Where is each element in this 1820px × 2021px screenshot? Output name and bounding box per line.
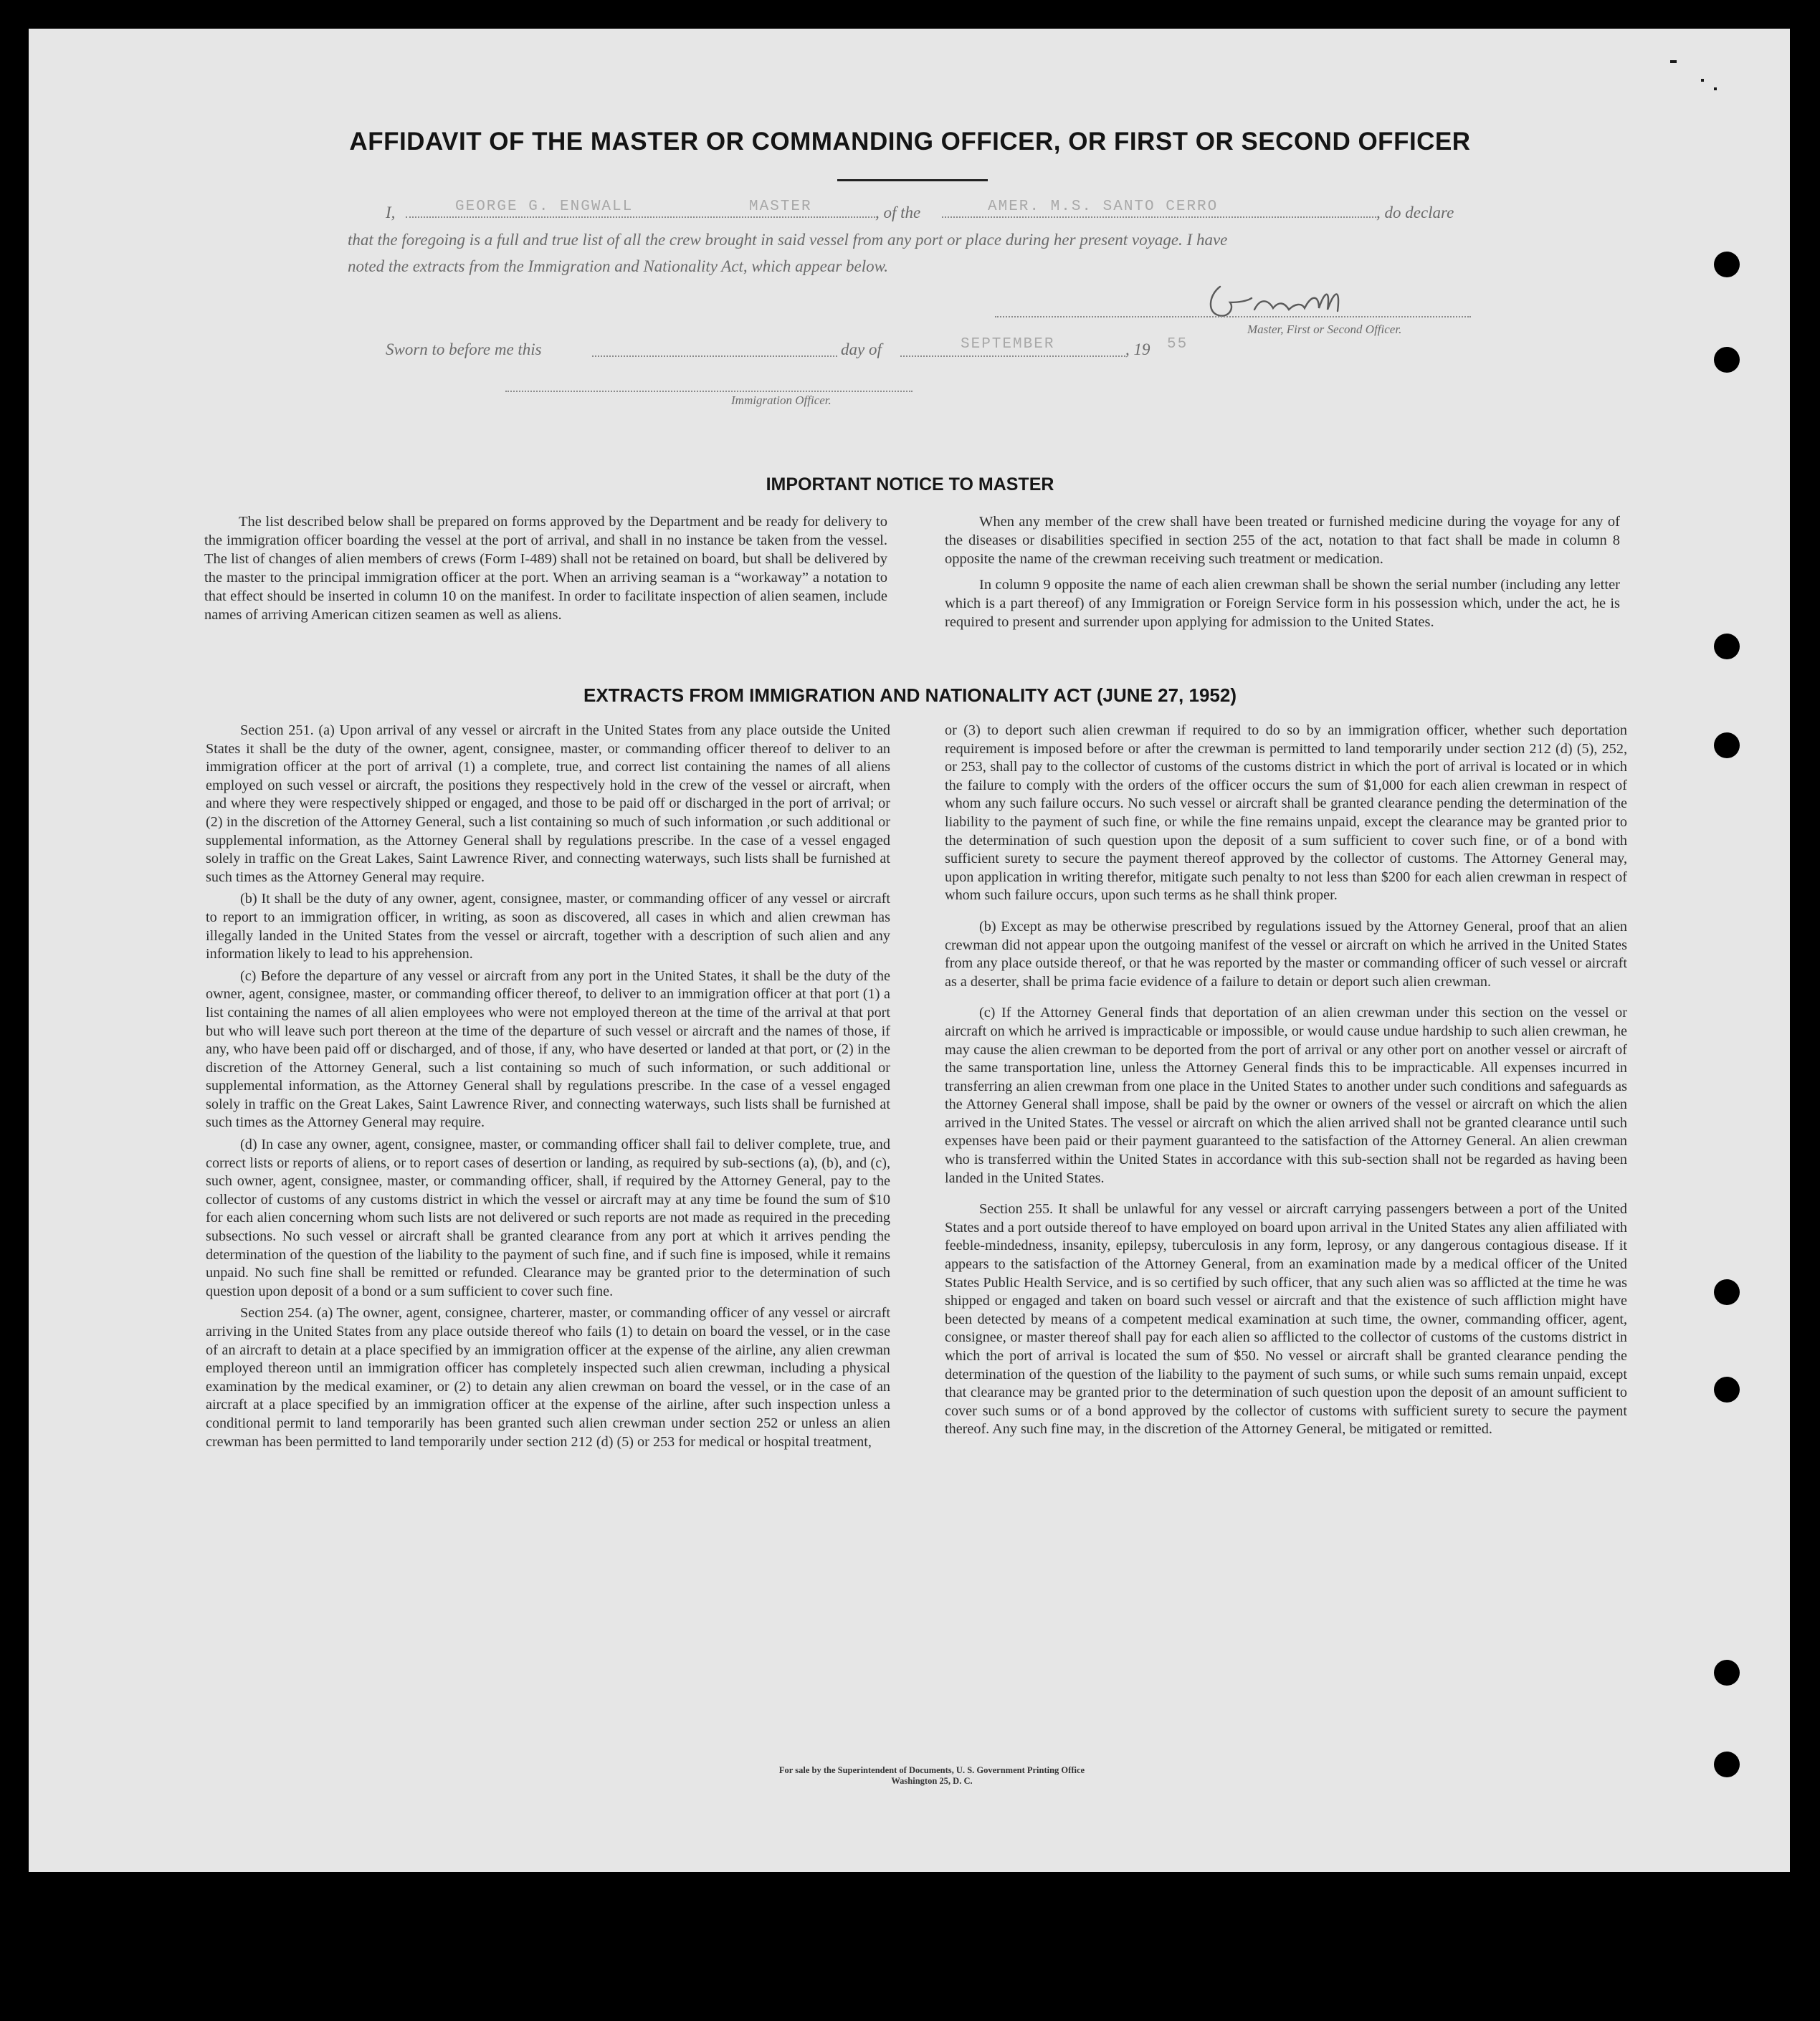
master-signature: [1204, 281, 1376, 324]
footer-line: Washington 25, D. C.: [891, 1776, 973, 1786]
vessel-name-value: AMER. M.S. SANTO CERRO: [988, 199, 1219, 215]
signer-caption: Master, First or Second Officer.: [1247, 322, 1402, 336]
notice-paragraph: In column 9 opposite the name of each alien crewman shall be shown the serial number (including any letter which is a part thereof) of any Immigration or Foreign Service form in his possession which, under the act, he is required to present and surrender upon applying for admission to the United States.: [945, 577, 1620, 630]
sworn-day-line: [592, 355, 837, 357]
title-rule: [837, 179, 988, 181]
declaration-line: that the foregoing is a full and true list of all the crew brought in said vessel from any port or place during her present voyage. I have: [348, 231, 1228, 249]
printing-office-footer: [573, 1765, 1290, 1787]
notice-left-column: [204, 512, 887, 631]
notice-paragraph: When any member of the crew shall have been treated or furnished medicine during the voyage for any of the diseases or disabilities specified in section 255 of the act, notation to that fact shall be made in column 8 opposite the name of the crewman receiving such treatment or medication.: [945, 514, 1620, 567]
extract-paragraph: Section 255. It shall be unlawful for any vessel or aircraft carrying passengers between a port of the United States and a port outside thereof to have employed on board upon arrival in the United States any alien affiliated with feeble-mindedness, insanity, epilepsy, tuberculosis in any form, leprosy, or any dangerous contagious disease. If it appears to the satisfaction of the Attorney General, from an examination made by a medical officer of the United States Public Health Service, and is so certified by such officer, that any such alien was so afflicted at the time he was shipped or engaged and taken on board such vessel or aircraft and that the existence of such affliction might have been detected by means of a competent medical examination at such time, the owner, commanding officer, agent, consignee, or master thereof shall pay for each alien so afflicted to the collector of customs of the customs district in which the port of arrival is located the sum of $50. No vessel or aircraft shall be granted clearance pending the determination of the question of the liability to the payment of such sums, or while such sums remain unpaid, except that clearance may be granted prior to the determination of such question upon the deposit of an amount sufficient to cover such sums or of a bond approved by the collector of customs with sufficient surety to secure the payment thereof. Any such fine may, in the discretion of the Attorney General, be mitigated or remitted.: [945, 1201, 1627, 1438]
punch-hole: [1714, 1279, 1740, 1305]
do-declare-label: , do declare: [1376, 204, 1454, 221]
punch-hole: [1714, 732, 1740, 758]
footer-line: For sale by the Superintendent of Documents, U. S. Government Printing Office: [778, 1765, 1085, 1775]
punch-hole: [1714, 1660, 1740, 1686]
punch-hole: [1714, 1377, 1740, 1403]
extract-paragraph: (c) Before the departure of any vessel or aircraft from any port in the United States, it shall be the duty of the owner, agent, consignee, master, or commanding officer thereof, to deliver to an immigration officer at that port (1) a list containing the names of all alien employees who were not employed thereon at the time of the arrival at that port but who will leave such port thereon at the time of the departure of such vessel or aircraft and the names of those, if any, who have been paid off or discharged, and of those, if any, who have deserted or landed at that port, or (2) in the discretion of the Attorney General, such a list containing so much of such information, or such additional or supplemental information, as the Attorney General shall by regulations prescribe. In the case of a vessel engaged solely in traffic on the Great Lakes, Saint Lawrence River, and connecting waterways, such lists shall be furnished at such times as the Attorney General may require.: [206, 968, 890, 1131]
signature-line: [995, 316, 1471, 317]
month-line: [900, 355, 1125, 357]
extract-paragraph: or (3) to deport such alien crewman if required to do so by an immigration officer, whether such deportation requirement is imposed before or after the crewman is permitted to land temporarily under section 212 (d) (5), 252, or 253, shall pay to the collector of customs of the customs district in which the port of arrival is located or in which the failure to comply with the orders of the officer occurs the sum of $1,000 for each alien crewman in respect of whom any such failure occurs. No such vessel or aircraft shall be granted clearance pending the determination of the liability to the payment of such fine, or while the fine remains unpaid, except the clearance may be granted prior to the determination of such question upon the deposit of a sum sufficient to cover such fine, or of a bond with sufficient surety to secure the payment thereof approved by the collector of customs. The Attorney General may, upon application in writing therefor, mitigate such penalty to not less than $200 for each alien crewman in respect of whom such failure occurs, upon such terms as he shall think proper.: [945, 722, 1627, 904]
scan-speck: [1701, 79, 1704, 82]
punch-hole: [1714, 347, 1740, 373]
extract-paragraph: (b) It shall be the duty of any owner, agent, consignee, master, or commanding officer of any vessel or aircraft to report to an immigration officer, in writing, as soon as discovered, all cases in which and alien crewman has illegally landed in the United States from the vessel or aircraft, together with a description of such alien and any information likely to lead to his apprehension.: [206, 891, 890, 962]
extracts-heading: EXTRACTS FROM IMMIGRATION AND NATIONALITY ACT (JUNE 27, 1952): [583, 684, 1237, 706]
year-value: 55: [1167, 336, 1188, 353]
notice-right-column: [945, 512, 1620, 639]
declaration-line: noted the extracts from the Immigration and Nationality Act, which appear below.: [348, 257, 889, 275]
officer-caption: Immigration Officer.: [731, 393, 832, 407]
pronoun-label: I,: [386, 204, 396, 221]
extract-paragraph: Section 251. (a) Upon arrival of any vessel or aircraft in the United States from any place outside the United States it shall be the duty of the owner, agent, consignee, master, or commanding officer thereof to deliver to an immigration officer at the port of arrival (1) a complete, true, and correct list containing the names of all aliens employed on such vessel or aircraft, the positions they respectively hold in the crew of the vessel or aircraft, when and where they were respectively shipped or engaged, and those to be paid off or discharged in the port of arrival; or (2) in the discretion of the Attorney General, such a list containing so much of such information ,or such additional or supplemental information, as the Attorney General shall by regulations prescribe. In the case of a vessel engaged solely in traffic on the Great Lakes, Saint Lawrence River, and connecting waterways, such lists shall be furnished at such times as the Attorney General may require.: [206, 722, 890, 885]
affidavit-title: AFFIDAVIT OF THE MASTER OR COMMANDING OFFICER, OR FIRST OR SECOND OFFICER: [349, 128, 1471, 156]
notice-heading: IMPORTANT NOTICE TO MASTER: [766, 474, 1054, 494]
vessel-field-line: [942, 216, 1376, 218]
year-prefix-label: , 19: [1125, 340, 1150, 358]
extracts-left-column: [206, 722, 890, 1455]
name-field-line: [406, 216, 875, 218]
extract-paragraph: (c) If the Attorney General finds that deportation of an alien crewman under this section on the vessel or aircraft on which he arrived is impracticable or impossible, or would cause undue hardship to such alien crewman, he may cause the alien crewman to be deported from the port of arrival or any other port on another vessel or aircraft of the same transportation line, unless the Attorney General finds this to be impracticable. All expenses incurred in transferring an alien crewman from one place in the United States to another under such conditions and safeguards as the Attorney General shall impose, shall be paid by the owner or owners of the vessel or aircraft on which the alien arrived in the United States. The vessel or aircraft on which the alien arrived shall not be granted clearance until such expenses have been paid or their payment guaranteed to the satisfaction of the Attorney General. An alien crewman who is transferred within the United States in accordance with this sub-section shall not be regarded as having been landed in the United States.: [945, 1005, 1627, 1186]
extract-paragraph: (b) Except as may be otherwise prescribed by regulations issued by the Attorney General, proof that an alien crewman did not appear upon the outgoing manifest of the vessel or aircraft on which he arrived in the United States from any place outside thereof, or that he was reported by the master or commanding officer of such vessel or aircraft as a deserter, shall be prima facie evidence of a failure to detain or deport such alien crewman.: [945, 918, 1627, 990]
punch-hole: [1714, 252, 1740, 277]
scan-speck: [1670, 60, 1677, 63]
day-of-label: day of: [841, 340, 882, 358]
officer-signature-line: [505, 391, 913, 392]
sworn-label: Sworn to before me this: [386, 340, 542, 358]
punch-hole: [1714, 634, 1740, 659]
punch-hole: [1714, 1752, 1740, 1777]
scan-speck: [1714, 87, 1717, 90]
position-value: MASTER: [749, 199, 812, 215]
month-value: SEPTEMBER: [961, 336, 1055, 353]
master-name-value: GEORGE G. ENGWALL: [455, 199, 634, 215]
extract-paragraph: Section 254. (a) The owner, agent, consignee, charterer, master, or commanding officer of any vessel or aircraft arriving in the United States from any place outside thereof who fails (1) to detain on board the vessel, or in the case of an aircraft to detain at a place specified by an immigration officer at the expense of the airline, any alien crewman employed thereon until an immigration officer has completely inspected such alien crewman, including a physical examination by the medical examiner, or (2) to detain any alien crewman on board the vessel, or in the case of an aircraft at a place specified by an immigration officer at the expense of the airline, after such inspection unless a conditional permit to land temporarily has been granted such alien crewman under section 252 or unless an alien crewman has been permitted to land temporarily under section 212 (d) (5) or 253 for medical or hospital treatment,: [206, 1305, 890, 1450]
extract-paragraph: (d) In case any owner, agent, consignee, master, or commanding officer shall fail to deliver complete, true, and correct lists or reports of aliens, or to report cases of desertion or landing, as required by sub-sections (a), (b), and (c), such owner, agent, consignee, master, or commanding officer, shall, if required by the Attorney General, pay to the collector of customs of any customs district in which the vessel or aircraft may at any time be found the sum of $10 for each alien concerning whom such lists are not delivered or such reports are not made as required in the preceding subsections. No such vessel or aircraft shall be granted clearance from any port at which it arrives pending the determination of the question of the liability to the payment of such fine, and if such fine is imposed, while it remains unpaid. No such fine shall be remitted or refunded. Clearance may be granted prior to the determination of such question upon deposit of a bond or a sum sufficient to cover such fine.: [206, 1137, 890, 1299]
notice-paragraph: The list described below shall be prepared on forms approved by the Department and be ready for delivery to the immigration officer boarding the vessel at the port of arrival, and shall in no instance be taken from the vessel. The list of changes of alien members of crews (Form I-489) shall not be retained on board, but shall be delivered by the master to the principal immigration officer at the port. When an arriving seaman is a “workaway” a notation to that effect should be inserted in column 10 on the manifest. In order to facilitate inspection of alien seamen, include names of arriving American citizen seamen as well as aliens.: [204, 514, 887, 623]
extracts-right-column: [945, 722, 1627, 1443]
of-the-label: , of the: [875, 204, 921, 221]
